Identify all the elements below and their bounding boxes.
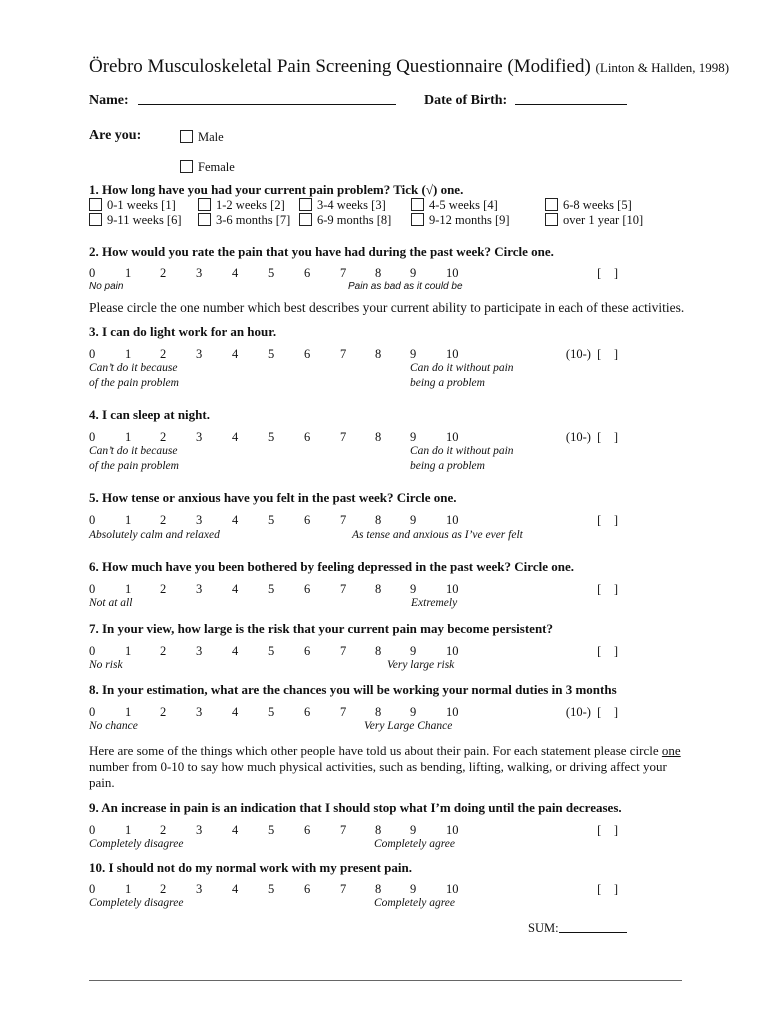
- q1-option-label: 4-5 weeks [4]: [429, 198, 498, 212]
- q1-text: 1. How long have you had your current pain problem? Tick (√) one.: [89, 182, 464, 197]
- q2-scale-option[interactable]: 2: [160, 266, 167, 280]
- q2-scale-option[interactable]: 8: [375, 266, 382, 280]
- q3-scale-option[interactable]: 5: [268, 347, 275, 361]
- q1-option-label: 9-11 weeks [6]: [107, 213, 182, 227]
- q2-high-anchor: Pain as bad as it could be: [348, 281, 463, 292]
- q9-scale-option[interactable]: 4: [232, 823, 239, 837]
- q9-scale-option[interactable]: 9: [410, 823, 417, 837]
- q1-option-8[interactable]: [299, 213, 391, 228]
- q6-low-anchor: Not at all: [89, 597, 133, 609]
- q8-scale-option[interactable]: 5: [268, 705, 275, 719]
- q6-scale-option[interactable]: 4: [232, 582, 239, 596]
- q4-scale-option[interactable]: 8: [375, 430, 382, 444]
- q7-scale-option[interactable]: 8: [375, 644, 382, 658]
- q6-high-anchor: Extremely: [411, 597, 458, 609]
- sum-row: [528, 920, 627, 936]
- q10-text: 10. I should not do my normal work with my present pain.: [89, 860, 413, 875]
- q1-option-6[interactable]: [89, 213, 182, 228]
- q2-scale-option[interactable]: 6: [304, 266, 311, 280]
- q4-scale-option[interactable]: 10: [446, 430, 459, 444]
- q10-scale-option[interactable]: 0: [89, 882, 96, 896]
- q8-high-anchor: Very Large Chance: [364, 720, 453, 732]
- q1-option-label: 1-2 weeks [2]: [216, 198, 285, 212]
- q9-scale-option[interactable]: 6: [304, 823, 311, 837]
- q4-scale-option[interactable]: 7: [340, 430, 347, 444]
- q7-text: 7. In your view, how large is the risk that your current pain may become persistent?: [89, 621, 554, 636]
- q5-scale-option[interactable]: 8: [375, 513, 382, 527]
- dob-row: [424, 92, 627, 109]
- q1-option-label: over 1 year [10]: [563, 213, 644, 227]
- q4-scale-option[interactable]: 5: [268, 430, 275, 444]
- q5-scale-option[interactable]: 2: [160, 513, 167, 527]
- q9-scale-option[interactable]: 10: [446, 823, 459, 837]
- q1-checkbox[interactable]: [299, 213, 312, 226]
- q10-scale-option[interactable]: 7: [340, 882, 347, 896]
- q9-scale-option[interactable]: 5: [268, 823, 275, 837]
- q1-option-5[interactable]: [545, 198, 632, 213]
- q3-scale-option[interactable]: 10: [446, 347, 459, 361]
- q7-scale-option[interactable]: 7: [340, 644, 347, 658]
- male-label: Male: [198, 130, 224, 144]
- q4-low-anchor: Can’t do it because: [89, 445, 178, 457]
- q7-scale-option[interactable]: 4: [232, 644, 239, 658]
- q4-high-anchor: Can do it without pain: [410, 445, 514, 457]
- q9-score-box[interactable]: [ ]: [597, 823, 618, 837]
- q3-high-anchor-2: being a problem: [410, 377, 485, 389]
- q1-option-label: 9-12 months [9]: [429, 213, 510, 227]
- q8-scale-option[interactable]: 9: [410, 705, 417, 719]
- q2-scale-option[interactable]: 4: [232, 266, 239, 280]
- dob-field[interactable]: [515, 92, 627, 105]
- q6-scale-option[interactable]: 5: [268, 582, 275, 596]
- q8-score-box[interactable]: (10-) [ ]: [565, 705, 618, 719]
- q10-scale-option[interactable]: 8: [375, 882, 382, 896]
- q4-scale-option[interactable]: 2: [160, 430, 167, 444]
- q1-checkbox[interactable]: [89, 213, 102, 226]
- instruction-part: Here are some of the things which other people have told us about their pain. For each statement please circle: [89, 743, 662, 758]
- q2-scale-option[interactable]: 5: [268, 266, 275, 280]
- instruction-statements: [89, 743, 689, 791]
- q2-text: 2. How would you rate the pain that you have had during the past week? Circle one.: [89, 244, 554, 259]
- q1-checkbox[interactable]: [198, 213, 211, 226]
- q5-scale-option[interactable]: 3: [196, 513, 203, 527]
- q3-scale-option[interactable]: 9: [410, 347, 417, 361]
- q1-checkbox[interactable]: [411, 213, 424, 226]
- q1-checkbox[interactable]: [198, 198, 211, 211]
- are-you-label: Are you:: [89, 128, 142, 143]
- q6-scale-option[interactable]: 8: [375, 582, 382, 596]
- q8-scale-option[interactable]: 3: [196, 705, 203, 719]
- q1-option-2[interactable]: [198, 198, 285, 213]
- q3-scale-option[interactable]: 1: [125, 347, 132, 361]
- q4-scale-option[interactable]: 0: [89, 430, 96, 444]
- q10-scale-option[interactable]: 3: [196, 882, 203, 896]
- q7-scale-option[interactable]: 10: [446, 644, 459, 658]
- q5-scale-option[interactable]: 6: [304, 513, 311, 527]
- q3-scale-option[interactable]: 0: [89, 347, 96, 361]
- q3-scale-option[interactable]: 4: [232, 347, 239, 361]
- q4-text: 4. I can sleep at night.: [89, 407, 210, 422]
- q5-scale-option[interactable]: 7: [340, 513, 347, 527]
- name-label: Name:: [89, 93, 129, 108]
- q1-option-3[interactable]: [299, 198, 386, 213]
- q4-high-anchor-2: being a problem: [410, 460, 485, 472]
- q5-scale-option[interactable]: 9: [410, 513, 417, 527]
- q4-scale-option[interactable]: 9: [410, 430, 417, 444]
- q6-scale-option[interactable]: 6: [304, 582, 311, 596]
- q10-scale-option[interactable]: 9: [410, 882, 417, 896]
- q10-score-box[interactable]: [ ]: [597, 882, 618, 896]
- q7-scale-option[interactable]: 6: [304, 644, 311, 658]
- name-row: [89, 92, 396, 109]
- q8-scale-option[interactable]: 0: [89, 705, 96, 719]
- q1-checkbox[interactable]: [89, 198, 102, 211]
- q7-scale-option[interactable]: 2: [160, 644, 167, 658]
- q1-option-10[interactable]: [545, 213, 643, 228]
- q10-scale-option[interactable]: 1: [125, 882, 132, 896]
- q7-low-anchor: No risk: [89, 659, 123, 671]
- q4-scale-option[interactable]: 4: [232, 430, 239, 444]
- q3-scale-option[interactable]: 7: [340, 347, 347, 361]
- q1-checkbox[interactable]: [545, 213, 558, 226]
- q2-low-anchor: No pain: [89, 281, 124, 292]
- q9-scale-option[interactable]: 8: [375, 823, 382, 837]
- q8-text: 8. In your estimation, what are the chances you will be working your normal duties in 3 months: [89, 682, 617, 697]
- q4-low-anchor-2: of the pain problem: [89, 460, 179, 472]
- page-title: [89, 56, 729, 78]
- instruction-emphasis: one: [661, 743, 681, 758]
- q3-scale-option[interactable]: 3: [196, 347, 203, 361]
- q9-scale-option[interactable]: 0: [89, 823, 96, 837]
- q6-scale-option[interactable]: 3: [196, 582, 203, 596]
- q6-text: 6. How much have you been bothered by feeling depressed in the past week? Circle one.: [89, 559, 574, 574]
- q4-scale-option[interactable]: 1: [125, 430, 132, 444]
- q5-text: 5. How tense or anxious have you felt in the past week? Circle one.: [89, 490, 457, 505]
- q5-scale-option[interactable]: 5: [268, 513, 275, 527]
- q7-score-box[interactable]: [ ]: [597, 644, 618, 658]
- q9-high-anchor: Completely agree: [374, 838, 456, 850]
- q3-text: 3. I can do light work for an hour.: [89, 324, 277, 339]
- q3-low-anchor: Can’t do it because: [89, 362, 178, 374]
- q5-scale-option[interactable]: 10: [446, 513, 459, 527]
- q1-option-label: 3-6 months [7]: [216, 213, 291, 227]
- dob-label: Date of Birth:: [424, 93, 508, 108]
- q10-scale-option[interactable]: 10: [446, 882, 459, 896]
- q7-scale-option[interactable]: 5: [268, 644, 275, 658]
- q9-text: 9. An increase in pain is an indication that I should stop what I’m doing until the pain decreases.: [89, 800, 622, 815]
- q10-low-anchor: Completely disagree: [89, 897, 184, 909]
- q1-option-1[interactable]: [89, 198, 176, 213]
- q8-scale-option[interactable]: 8: [375, 705, 382, 719]
- sum-label: SUM:: [528, 921, 559, 935]
- sex-option-female[interactable]: [180, 160, 235, 175]
- q5-scale-option[interactable]: 0: [89, 513, 96, 527]
- q1-option-4[interactable]: [411, 198, 498, 213]
- instruction-activities: Please circle the one number which best describes your current ability to participate in each of these activities.: [89, 300, 685, 315]
- q7-scale-option[interactable]: 9: [410, 644, 417, 658]
- q6-scale-option[interactable]: 1: [125, 582, 132, 596]
- q8-scale-option[interactable]: 2: [160, 705, 167, 719]
- q2-scale-option[interactable]: 7: [340, 266, 347, 280]
- q2-scale-option[interactable]: 1: [125, 266, 132, 280]
- q4-score-box[interactable]: (10-) [ ]: [565, 430, 618, 444]
- q1-checkbox[interactable]: [411, 198, 424, 211]
- q6-scale-option[interactable]: 7: [340, 582, 347, 596]
- q8-scale-option[interactable]: 1: [125, 705, 132, 719]
- q9-scale-option[interactable]: 3: [196, 823, 203, 837]
- q5-score-box[interactable]: [ ]: [597, 513, 618, 527]
- q8-scale-option[interactable]: 7: [340, 705, 347, 719]
- q9-scale-option[interactable]: 1: [125, 823, 132, 837]
- title-text: Örebro Musculoskeletal Pain Screening Questionnaire (Modified): [89, 56, 591, 77]
- q3-scale-option[interactable]: 6: [304, 347, 311, 361]
- q10-high-anchor: Completely agree: [374, 897, 456, 909]
- q1-option-label: 6-8 weeks [5]: [563, 198, 632, 212]
- q6-scale-option[interactable]: 10: [446, 582, 459, 596]
- q5-scale-option[interactable]: 1: [125, 513, 132, 527]
- male-checkbox[interactable]: [180, 130, 193, 143]
- q4-scale-option[interactable]: 6: [304, 430, 311, 444]
- q6-scale-option[interactable]: 0: [89, 582, 96, 596]
- q5-scale-option[interactable]: 4: [232, 513, 239, 527]
- q8-scale-option[interactable]: 10: [446, 705, 459, 719]
- q3-score-box[interactable]: (10-) [ ]: [565, 347, 618, 361]
- q2-score-box[interactable]: [ ]: [597, 266, 618, 280]
- q1-checkbox[interactable]: [545, 198, 558, 211]
- q1-option-9[interactable]: [411, 213, 510, 228]
- q1-option-label: 0-1 weeks [1]: [107, 198, 176, 212]
- q10-scale-option[interactable]: 5: [268, 882, 275, 896]
- instruction-part: number from 0-10 to say how much physical activities, such as bending, lifting, walking, or driving affect your pain.: [89, 759, 667, 790]
- female-label: Female: [198, 160, 235, 174]
- q7-scale-option[interactable]: 3: [196, 644, 203, 658]
- q10-scale-option[interactable]: 4: [232, 882, 239, 896]
- q3-scale-option[interactable]: 8: [375, 347, 382, 361]
- q5-high-anchor: As tense and anxious as I’ve ever felt: [352, 529, 523, 541]
- q3-scale-option[interactable]: 2: [160, 347, 167, 361]
- citation: (Linton & Hallden, 1998): [595, 60, 730, 75]
- q7-scale-option[interactable]: 1: [125, 644, 132, 658]
- q8-scale-option[interactable]: 4: [232, 705, 239, 719]
- q3-high-anchor: Can do it without pain: [410, 362, 514, 374]
- q2-scale-option[interactable]: 9: [410, 266, 417, 280]
- q6-score-box[interactable]: [ ]: [597, 582, 618, 596]
- q4-scale-option[interactable]: 3: [196, 430, 203, 444]
- q10-scale-option[interactable]: 2: [160, 882, 167, 896]
- q2-scale-option[interactable]: 0: [89, 266, 96, 280]
- sex-option-male[interactable]: [180, 130, 224, 145]
- q6-scale-option[interactable]: 9: [410, 582, 417, 596]
- sum-field[interactable]: [559, 920, 627, 933]
- q7-high-anchor: Very large risk: [387, 659, 455, 671]
- female-checkbox[interactable]: [180, 160, 193, 173]
- q1-option-label: 6-9 months [8]: [317, 213, 392, 227]
- q1-checkbox[interactable]: [299, 198, 312, 211]
- q10-scale-option[interactable]: 6: [304, 882, 311, 896]
- q7-scale-option[interactable]: 0: [89, 644, 96, 658]
- q1-option-7[interactable]: [198, 213, 290, 228]
- q5-low-anchor: Absolutely calm and relaxed: [89, 529, 220, 541]
- q8-low-anchor: No chance: [89, 720, 138, 732]
- q9-scale-option[interactable]: 2: [160, 823, 167, 837]
- q6-scale-option[interactable]: 2: [160, 582, 167, 596]
- name-field[interactable]: [138, 92, 396, 105]
- q2-scale-option[interactable]: 3: [196, 266, 203, 280]
- q8-scale-option[interactable]: 6: [304, 705, 311, 719]
- q9-scale-option[interactable]: 7: [340, 823, 347, 837]
- q1-option-label: 3-4 weeks [3]: [317, 198, 386, 212]
- q3-low-anchor-2: of the pain problem: [89, 377, 179, 389]
- footer-rule: [89, 980, 682, 981]
- q9-low-anchor: Completely disagree: [89, 838, 184, 850]
- q2-scale-option[interactable]: 10: [446, 266, 459, 280]
